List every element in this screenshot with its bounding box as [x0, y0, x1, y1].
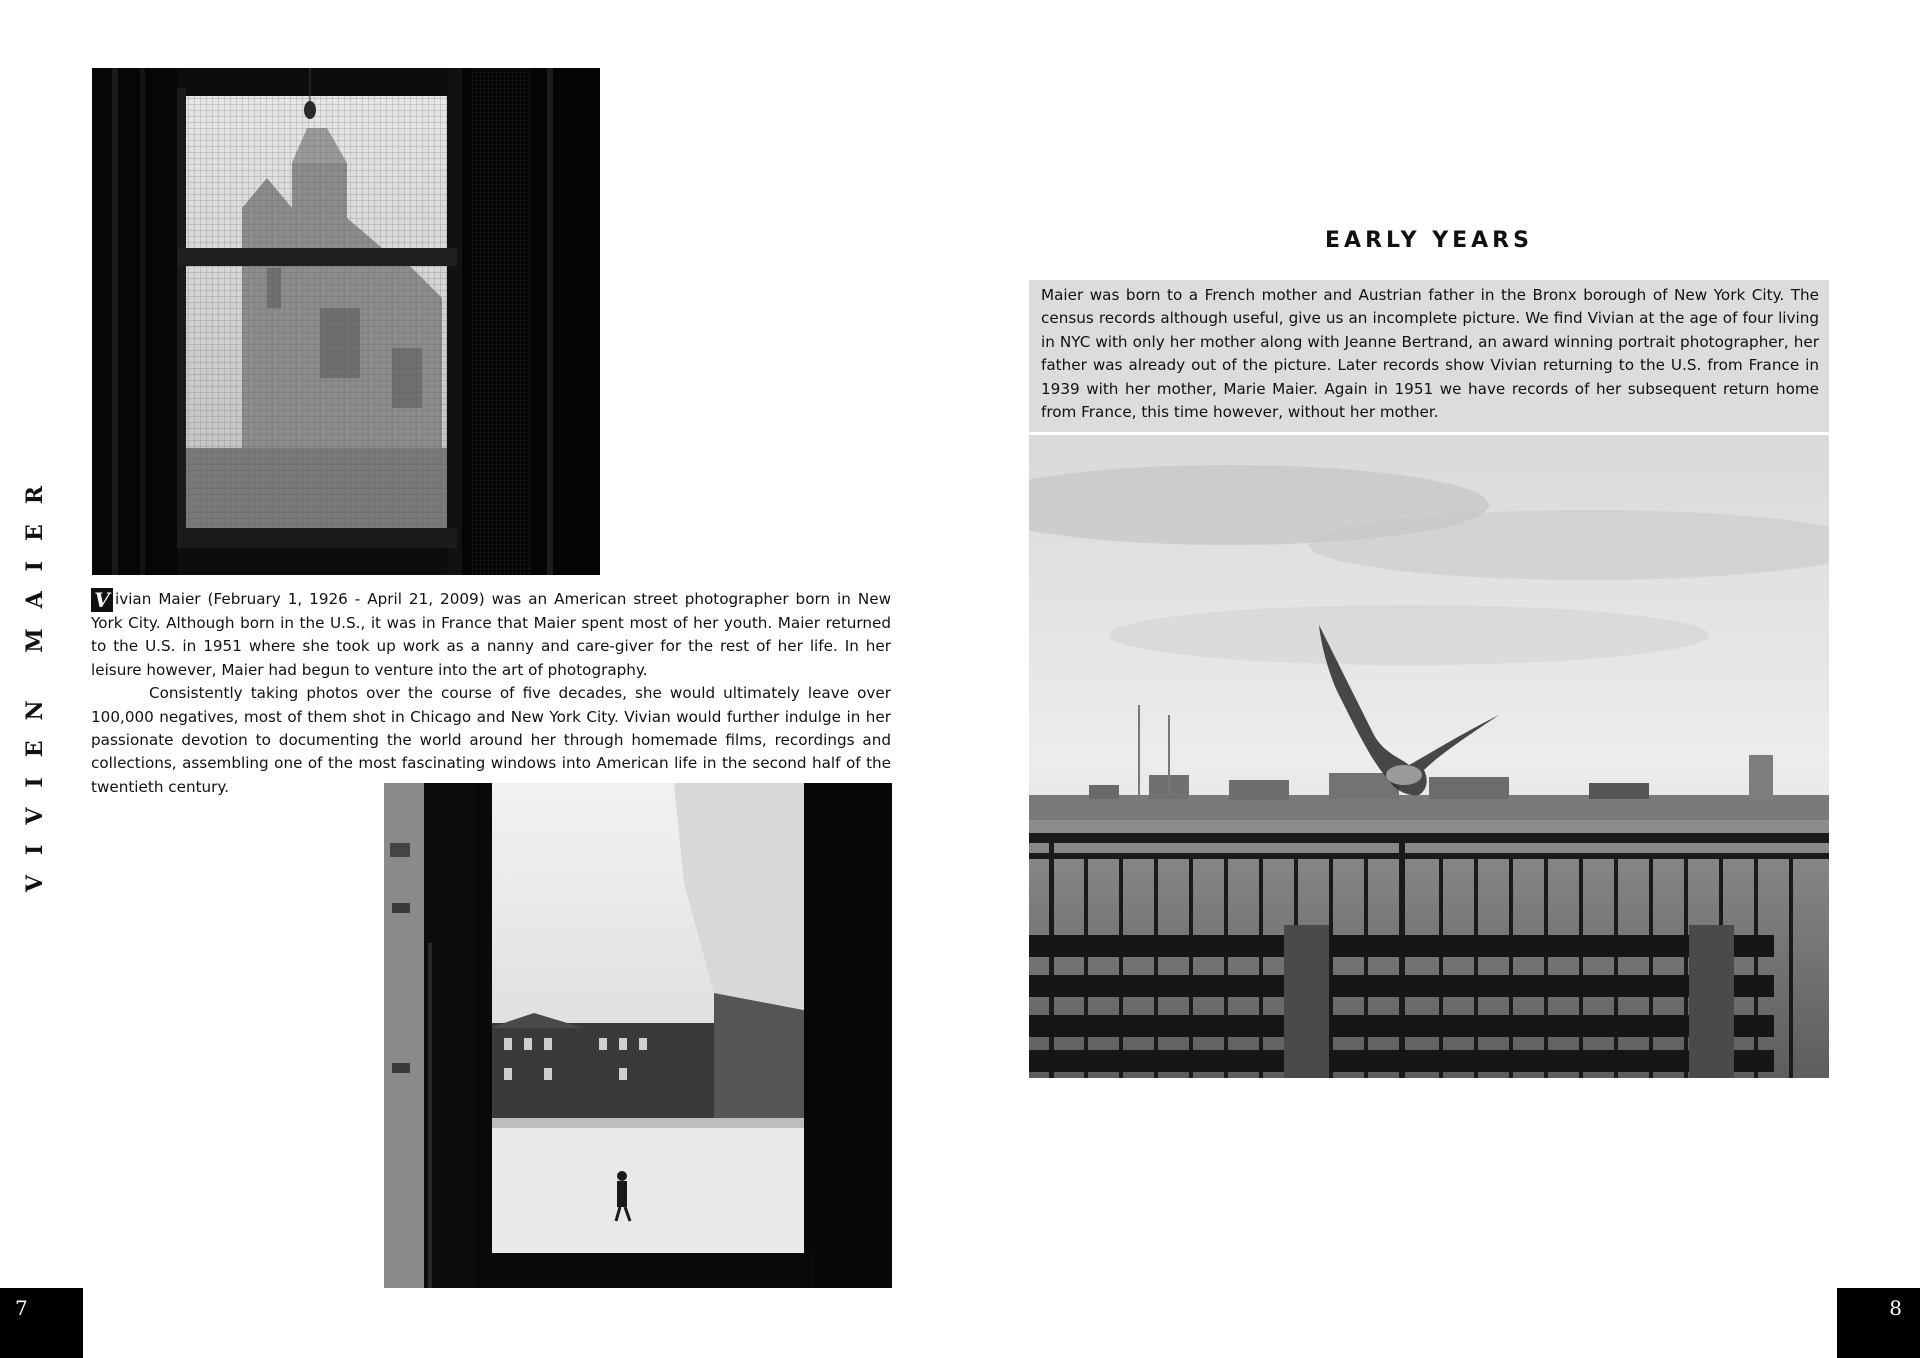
page-number-left: 7	[0, 1288, 83, 1358]
dropcap-letter: V	[91, 588, 113, 612]
vertical-magazine-title	[10, 0, 60, 1358]
early-years-paragraph: Maier was born to a French mother and Austrian father in the Bronx borough of New York City. The census records although useful, give us an incomplete picture. We find Vivian at the age of four living in NYC with only her mother along with Jeanne Bertrand, an award winning portrait photographer, her father was already out of the picture. Later records show Vivian returning to the U.S. from France in 1939 with her mother, Marie Maier. Again in 1951 we have records of her subsequent return home from France, this time however, without her mother.	[1041, 286, 1819, 422]
intro-paragraph-2: Consistently taking photos over the course of five decades, she would ultimately leave over 100,000 negatives, most of them shot in Chicago and New York City. Vivian would further indulge in her passionate devotion to documenting the world around her through homemade films, recordings and collections, assembling one of the most fascinating windows into American life in the second half of the twentieth century.	[91, 684, 891, 796]
vertical-title-text: VIVIEN MAIER	[22, 465, 48, 893]
intro-paragraph-1	[91, 588, 891, 682]
section-heading: EARLY YEARS	[1325, 228, 1533, 253]
photo-window-church	[92, 68, 600, 575]
early-years-text-box	[1029, 280, 1829, 432]
intro-text-block	[91, 588, 891, 799]
photo-seagull-river	[1029, 435, 1829, 1078]
page-number-right: 8	[1837, 1288, 1920, 1358]
intro-paragraph-1-text: ivian Maier (February 1, 1926 - April 21, 2009) was an American street photographer born in New York City. Although born in the U.S., it was in France that Maier spent most of her youth. Maier returned to the U.S. in 1951 where she took up work as a nanny and care-giver for the rest of her life. In her leisure however, Maier had begun to venture into the art of photography.	[91, 590, 891, 679]
photo-window-snow	[384, 783, 892, 1288]
